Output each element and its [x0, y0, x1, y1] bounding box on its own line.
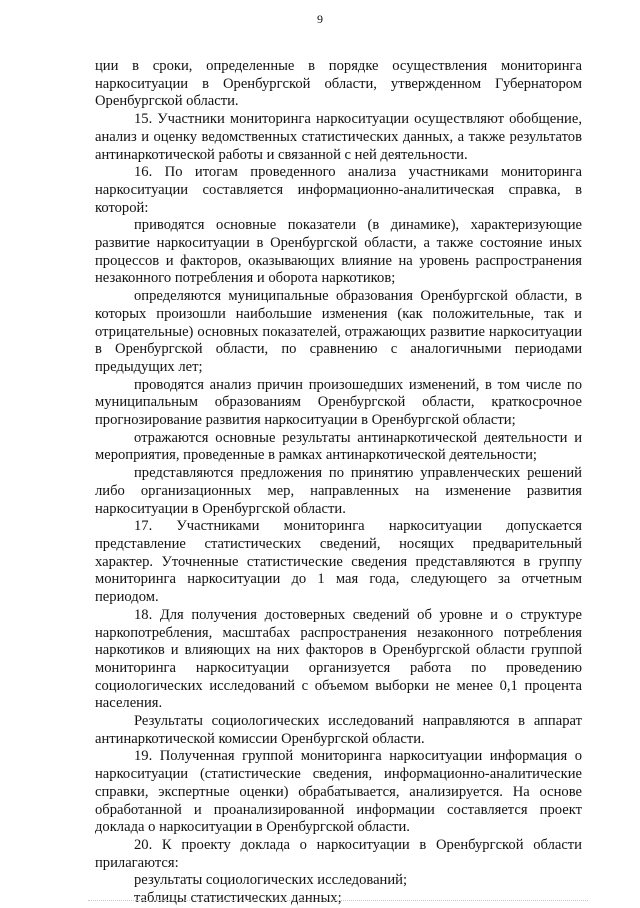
document-body	[95, 58, 582, 908]
paragraph-20-subitem-2: таблицы статистических данных;	[134, 890, 342, 907]
paragraph-20-subitem-1: результаты социологических исследований;	[134, 872, 408, 889]
paragraph-18-results: Результаты социологических исследований направляются в аппарат антинаркотической комиссии Оренбургской области.	[95, 713, 582, 747]
paragraph-item-20: 20. К проекту доклада о наркоситуации в Оренбургской области прилагаются:	[95, 836, 582, 871]
paragraph-16-subitem-2: определяются муниципальные образования Оренбургской области, в которых произошли наибольшие изменения (как положительные, так и отрицательные) основных показателей, отражающих развитие наркоситуации в Оренбургской области, по сравнению с аналогичными периодами предыдущих лет;	[95, 288, 582, 375]
paragraph-item-17: 17. Участниками мониторинга наркоситуации допускается представление статистических сведений, носящих предварительный характер. Уточненные статистические сведения представляются в группу мониторинга наркоситуации до 1 мая года, следующего за отчетным периодом.	[95, 518, 582, 606]
page-number: 9	[317, 12, 323, 26]
paragraph-item-19: 19. Полученная группой мониторинга наркоситуации информация о наркоситуации (статистические сведения, информационно-аналитические справки, экспертные оценки) обрабатывается, анализируется. На основе обработанной и проанализированной информации составляется проект доклада о наркоситуации в Оренбургской области.	[95, 748, 582, 836]
paragraph-16-subitem-5: представляются предложения по принятию управленческих решений либо организационных мер, направленных на изменение развития наркоситуации в Оренбургской области.	[95, 465, 582, 517]
paragraph-item-18: 18. Для получения достоверных сведений об уровне и о структуре наркопотребления, масштабах распространения незаконного потребления наркотиков и влияющих на них факторов в Оренбургской области группой мониторинга наркоситуации организуется работа по проведению социологических исследований с объемом выборки не менее 0,1 процента населения.	[95, 606, 582, 712]
paragraph-16-subitem-4: отражаются основные результаты антинаркотической деятельности и мероприятия, проведенные в рамках антинаркотической деятельности;	[95, 429, 582, 464]
paragraph-continuation: ции в сроки, определенные в порядке осуществления мониторинга наркоситуации в Оренбургской области, утвержденном Губернатором Оренбургской области.	[95, 58, 582, 110]
scan-artifact-line	[88, 900, 588, 903]
paragraph-item-16: 16. По итогам проведенного анализа участниками мониторинга наркоситуации составляется информационно-аналитическая справка, в которой:	[95, 164, 582, 216]
paragraph-16-subitem-1: приводятся основные показатели (в динамике), характеризующие развитие наркоситуации в Оренбургской области, а также состояние иных процессов и факторов, оказывающих влияние на уровень распространения незаконного потребления и оборота наркотиков;	[95, 217, 582, 287]
paragraph-16-subitem-3: проводятся анализ причин произошедших изменений, в том числе по муниципальным образованиям Оренбургской области, краткосрочное прогнозирование развития наркоситуации в Оренбургской области;	[95, 376, 582, 429]
paragraph-item-15: 15. Участники мониторинга наркоситуации осуществляют обобщение, анализ и оценку ведомственных статистических данных, а также результатов антинаркотической работы и связанной с ней деятельности.	[95, 111, 582, 163]
